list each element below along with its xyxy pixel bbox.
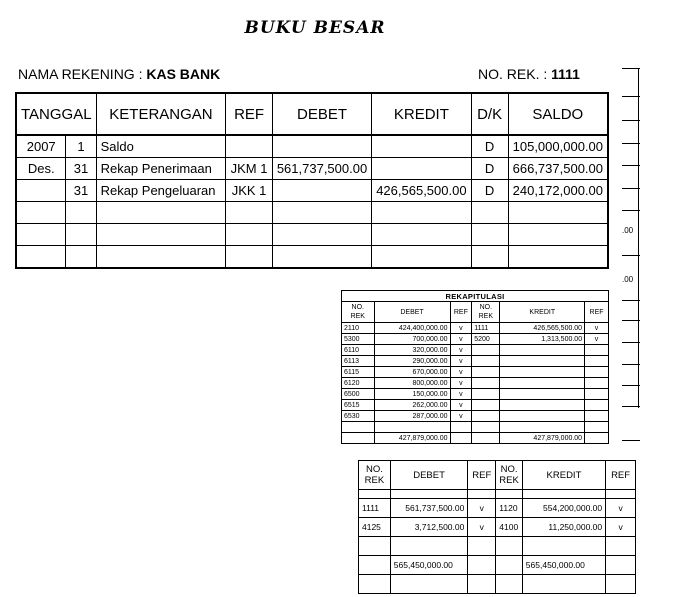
debet: 287,000.00 bbox=[374, 411, 450, 422]
kredit: 426,565,500.00 bbox=[500, 323, 585, 334]
rekapitulasi-header-row bbox=[342, 302, 609, 323]
no-rek: 6115 bbox=[342, 367, 375, 378]
ref-check: v bbox=[450, 323, 472, 334]
account-number-label: NO. REK. : bbox=[478, 66, 548, 82]
header-debet: DEBET bbox=[374, 302, 450, 323]
header-no-rek: NO. REK bbox=[359, 461, 391, 490]
debet: 262,000.00 bbox=[374, 400, 450, 411]
ledger-debet bbox=[272, 180, 371, 202]
header-saldo: SALDO bbox=[508, 93, 608, 135]
header-ref: REF bbox=[226, 93, 273, 135]
no-rek: 6113 bbox=[342, 356, 375, 367]
rekapitulasi-row bbox=[342, 378, 609, 389]
ref-check: v bbox=[585, 323, 609, 334]
kredit: 11,250,000.00 bbox=[522, 518, 605, 537]
penerimaan-empty-row bbox=[359, 537, 636, 556]
ledger-saldo: 105,000,000.00 bbox=[508, 135, 608, 158]
debet: 290,000.00 bbox=[374, 356, 450, 367]
rekapitulasi-row bbox=[342, 389, 609, 400]
total-debet: 565,450,000.00 bbox=[390, 556, 468, 575]
header-ref: REF bbox=[606, 461, 636, 490]
ledger-dk: D bbox=[471, 135, 508, 158]
no-rek: 1111 bbox=[359, 499, 391, 518]
ref-check: v bbox=[450, 389, 472, 400]
ledger-description: Rekap Pengeluaran bbox=[96, 180, 226, 202]
total-kredit: 427,879,000.00 bbox=[500, 433, 585, 444]
ledger-ref: JKM 1 bbox=[226, 158, 273, 180]
ref-check: v bbox=[450, 345, 472, 356]
ledger-table bbox=[15, 92, 609, 269]
ref-check: v bbox=[450, 411, 472, 422]
header-no-rek: NO. REK bbox=[342, 302, 375, 323]
ledger-year: Des. bbox=[16, 158, 66, 180]
rekapitulasi-row bbox=[342, 334, 609, 345]
penerimaan-empty-row bbox=[359, 575, 636, 594]
ledger-saldo: 240,172,000.00 bbox=[508, 180, 608, 202]
header-ref: REF bbox=[468, 461, 496, 490]
ledger-ref bbox=[226, 135, 273, 158]
ledger-row bbox=[16, 180, 608, 202]
penerimaan-header-row bbox=[359, 461, 636, 490]
penerimaan-row bbox=[359, 499, 636, 518]
ref-check: v bbox=[450, 378, 472, 389]
kredit: 1,313,500.00 bbox=[500, 334, 585, 345]
debet: 424,400,000.00 bbox=[374, 323, 450, 334]
edge-number: .00 bbox=[622, 275, 634, 284]
ledger-day: 31 bbox=[66, 180, 96, 202]
ledger-day: 31 bbox=[66, 158, 96, 180]
debet: 700,000.00 bbox=[374, 334, 450, 345]
no-rek: 6120 bbox=[342, 378, 375, 389]
debet: 800,000.00 bbox=[374, 378, 450, 389]
rekapitulasi-caption: REKAPITULASI bbox=[342, 291, 609, 302]
account-name bbox=[18, 66, 220, 82]
kredit: 554,200,000.00 bbox=[522, 499, 605, 518]
debet: 150,000.00 bbox=[374, 389, 450, 400]
ref-check: v bbox=[450, 367, 472, 378]
ref-check: v bbox=[450, 356, 472, 367]
header-kredit: KREDIT bbox=[522, 461, 605, 490]
rekapitulasi-total-row bbox=[342, 433, 609, 444]
ledger-year bbox=[16, 180, 66, 202]
ledger-kredit bbox=[372, 158, 471, 180]
ledger-header-row bbox=[16, 93, 608, 135]
header-ref: REF bbox=[585, 302, 609, 323]
rekapitulasi-table bbox=[341, 290, 609, 444]
no-rek: 6515 bbox=[342, 400, 375, 411]
no-rek: 5200 bbox=[472, 334, 500, 345]
no-rek: 4125 bbox=[359, 518, 391, 537]
edge-rule bbox=[622, 440, 640, 441]
no-rek: 5300 bbox=[342, 334, 375, 345]
ref-check: v bbox=[585, 334, 609, 345]
ledger-ref: JKK 1 bbox=[226, 180, 273, 202]
account-name-value: KAS BANK bbox=[146, 66, 221, 82]
ledger-debet bbox=[272, 135, 371, 158]
ref-check: v bbox=[606, 518, 636, 537]
rekapitulasi-row bbox=[342, 411, 609, 422]
debet: 670,000.00 bbox=[374, 367, 450, 378]
rekapitulasi-row bbox=[342, 367, 609, 378]
ref-check: v bbox=[606, 499, 636, 518]
ledger-kredit: 426,565,500.00 bbox=[372, 180, 471, 202]
rekapitulasi-row bbox=[342, 345, 609, 356]
no-rek: 1111 bbox=[472, 323, 500, 334]
ledger-description: Saldo bbox=[96, 135, 226, 158]
ledger-row bbox=[16, 158, 608, 180]
no-rek: 1120 bbox=[496, 499, 523, 518]
no-rek: 2110 bbox=[342, 323, 375, 334]
header-debet: DEBET bbox=[390, 461, 468, 490]
ref-check: v bbox=[450, 334, 472, 345]
ref-check: v bbox=[450, 400, 472, 411]
header-ref: REF bbox=[450, 302, 472, 323]
no-rek: 4100 bbox=[496, 518, 523, 537]
edge-number: .00 bbox=[622, 226, 634, 235]
no-rek: 6530 bbox=[342, 411, 375, 422]
header-tanggal: TANGGAL bbox=[16, 93, 96, 135]
ledger-year: 2007 bbox=[16, 135, 66, 158]
account-number-value: 1111 bbox=[551, 66, 580, 82]
header-debet: DEBET bbox=[272, 93, 371, 135]
total-debet: 427,879,000.00 bbox=[374, 433, 450, 444]
ledger-empty-row bbox=[16, 246, 608, 269]
debet: 320,000.00 bbox=[374, 345, 450, 356]
penerimaan-row bbox=[359, 518, 636, 537]
debet: 561,737,500.00 bbox=[390, 499, 468, 518]
header-no-rek: NO. REK bbox=[496, 461, 523, 490]
rekapitulasi-row bbox=[342, 323, 609, 334]
ledger-row bbox=[16, 135, 608, 158]
account-number bbox=[478, 66, 580, 82]
no-rek: 6500 bbox=[342, 389, 375, 400]
penerimaan-total-row bbox=[359, 556, 636, 575]
ledger-empty-row bbox=[16, 202, 608, 224]
rekapitulasi-empty-row bbox=[342, 422, 609, 433]
no-rek: 6110 bbox=[342, 345, 375, 356]
debet: 3,712,500.00 bbox=[390, 518, 468, 537]
rekapitulasi-row bbox=[342, 356, 609, 367]
page-title: BUKU BESAR bbox=[244, 18, 386, 38]
ledger-day: 1 bbox=[66, 135, 96, 158]
ledger-dk: D bbox=[471, 158, 508, 180]
penerimaan-table bbox=[358, 460, 636, 594]
header-kredit: KREDIT bbox=[500, 302, 585, 323]
edge-line bbox=[638, 68, 639, 408]
header-dk: D/K bbox=[471, 93, 508, 135]
header-kredit: KREDIT bbox=[372, 93, 471, 135]
header-no-rek: NO. REK bbox=[472, 302, 500, 323]
header-keterangan: KETERANGAN bbox=[96, 93, 226, 135]
ref-check: v bbox=[468, 499, 496, 518]
ledger-kredit bbox=[372, 135, 471, 158]
rekapitulasi-row bbox=[342, 400, 609, 411]
penerimaan-spacer-row bbox=[359, 490, 636, 499]
ledger-debet: 561,737,500.00 bbox=[272, 158, 371, 180]
ledger-dk: D bbox=[471, 180, 508, 202]
ledger-saldo: 666,737,500.00 bbox=[508, 158, 608, 180]
ledger-description: Rekap Penerimaan bbox=[96, 158, 226, 180]
total-kredit: 565,450,000.00 bbox=[522, 556, 605, 575]
ledger-empty-row bbox=[16, 224, 608, 246]
ref-check: v bbox=[468, 518, 496, 537]
account-name-label: NAMA REKENING : bbox=[18, 66, 143, 82]
